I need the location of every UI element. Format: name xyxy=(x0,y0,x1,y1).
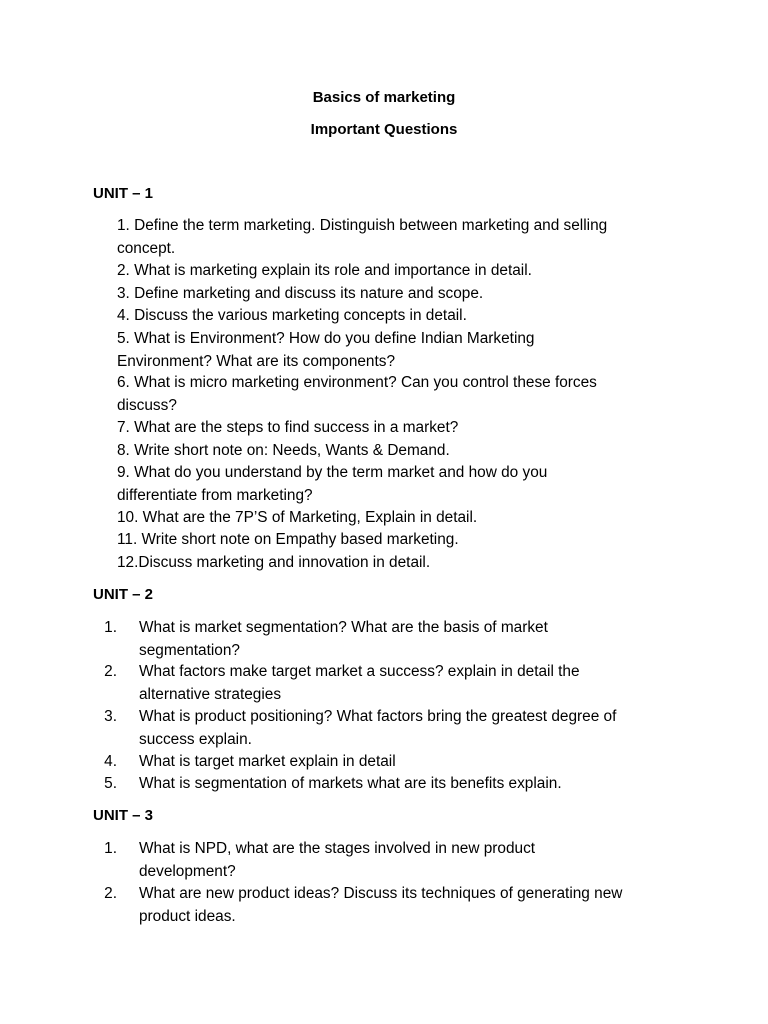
question-text: 8. Write short note on: Needs, Wants & Demand. xyxy=(117,442,450,459)
unit-3-heading: UNIT – 3 xyxy=(93,807,154,824)
question-number: 1. xyxy=(104,619,117,636)
unit-1-question-3 xyxy=(117,283,483,306)
question-text: What is segmentation of markets what are its benefits explain. xyxy=(139,775,562,792)
unit-1-question-2 xyxy=(117,260,532,283)
question-number: 3. xyxy=(104,708,117,725)
question-text: 5. What is Environment? How do you define Indian Marketing xyxy=(117,330,535,347)
question-text: 12.Discuss marketing and innovation in detail. xyxy=(117,554,431,571)
question-text-cont: product ideas. xyxy=(139,907,236,925)
question-text: 7. What are the steps to find success in a market? xyxy=(117,419,459,436)
question-text: 9. What do you understand by the term market and how do you xyxy=(117,464,548,481)
question-number: 1. xyxy=(104,840,117,857)
question-text-cont: Environment? What are its components? xyxy=(117,352,396,370)
question-text: 10. What are the 7P’S of Marketing, Explain in detail. xyxy=(117,509,478,526)
unit-1-question-10 xyxy=(117,507,477,530)
question-text-cont: discuss? xyxy=(117,396,177,414)
unit-2-question-3 xyxy=(93,706,693,751)
question-text: What factors make target market a success? explain in detail the xyxy=(139,663,580,680)
question-text-cont: differentiate from marketing? xyxy=(117,486,313,504)
unit-1-question-6 xyxy=(117,372,597,417)
unit-2-question-1 xyxy=(93,617,693,662)
question-text-cont: alternative strategies xyxy=(139,685,282,703)
unit-1-question-1 xyxy=(117,215,607,260)
document-subtitle: Important Questions xyxy=(310,121,458,138)
question-text-cont: development? xyxy=(139,862,236,880)
unit-1-question-5 xyxy=(117,328,534,373)
document-title: Basics of marketing xyxy=(312,89,456,106)
unit-2-question-4 xyxy=(93,751,693,773)
question-text: What is market segmentation? What are the basis of market xyxy=(139,619,548,636)
question-number: 5. xyxy=(104,775,117,792)
question-text: 3. Define marketing and discuss its nature and scope. xyxy=(117,285,484,302)
question-text: What is target market explain in detail xyxy=(139,753,396,770)
unit-1-question-4 xyxy=(117,305,467,328)
unit-1-question-12 xyxy=(117,552,430,575)
unit-2-question-2 xyxy=(93,661,693,706)
unit-2-heading: UNIT – 2 xyxy=(93,586,154,603)
unit-1-question-11 xyxy=(117,529,459,552)
unit-1-question-7 xyxy=(117,417,458,440)
question-text: 6. What is micro marketing environment? Can you control these forces xyxy=(117,374,597,391)
question-text: What is product positioning? What factors bring the greatest degree of xyxy=(139,708,617,725)
question-number: 2. xyxy=(104,885,117,902)
unit-1-heading: UNIT – 1 xyxy=(93,185,154,202)
question-text: 11. Write short note on Empathy based marketing. xyxy=(117,531,459,548)
unit-3-question-2 xyxy=(93,883,693,928)
question-number: 2. xyxy=(104,663,117,680)
question-text-cont: segmentation? xyxy=(139,641,240,659)
question-text: 4. Discuss the various marketing concepts in detail. xyxy=(117,307,467,324)
question-text: What is NPD, what are the stages involved in new product xyxy=(139,840,536,857)
unit-1-question-8 xyxy=(117,440,450,463)
unit-1-question-9 xyxy=(117,462,547,507)
question-text: 2. What is marketing explain its role and importance in detail. xyxy=(117,262,532,279)
question-text-cont: success explain. xyxy=(139,730,252,748)
question-text: 1. Define the term marketing. Distinguish between marketing and selling xyxy=(117,217,608,234)
question-number: 4. xyxy=(104,753,117,770)
question-text: What are new product ideas? Discuss its techniques of generating new xyxy=(139,885,623,902)
unit-3-question-1 xyxy=(93,838,693,883)
unit-2-question-5 xyxy=(93,773,693,795)
question-text-cont: concept. xyxy=(117,239,176,257)
